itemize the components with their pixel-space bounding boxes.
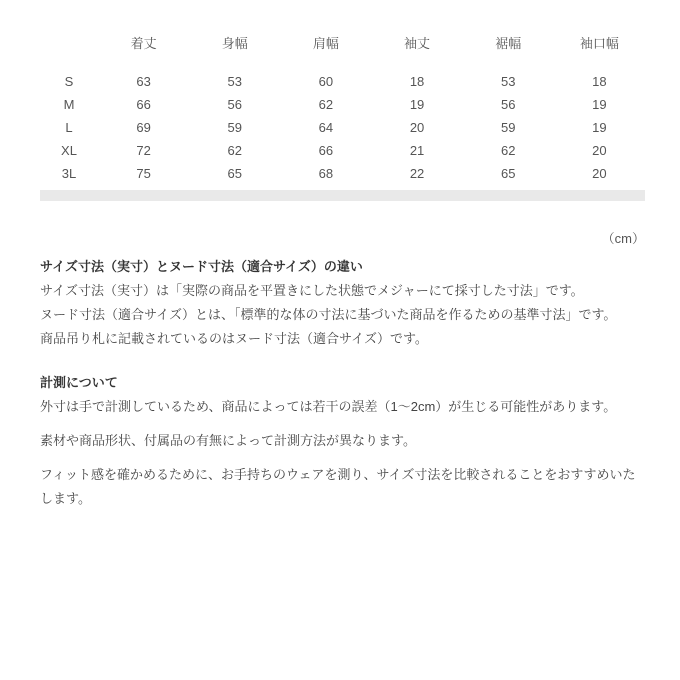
measurement-cell: 19 xyxy=(409,97,425,112)
table-row xyxy=(40,162,645,185)
size-info-line: ヌード寸法（適合サイズ）とは、「標準的な体の寸法に基づいた商品を作るための基準寸法」です。 xyxy=(40,307,617,322)
size-info-text xyxy=(40,255,645,511)
size-label-cell: S xyxy=(64,74,74,89)
measurement-cell: 63 xyxy=(136,74,151,89)
size-info-line: サイズ寸法（実寸）は「実際の商品を平置きにした状態でメジャーにて採寸した寸法」です。 xyxy=(40,283,584,298)
measurement-cell: 53 xyxy=(500,74,516,89)
measurement-cell: 56 xyxy=(500,97,516,112)
table-corner-cell xyxy=(40,28,98,70)
measurement-cell: 62 xyxy=(318,97,334,112)
measurement-cell: 72 xyxy=(136,143,151,158)
measurement-cell: 62 xyxy=(227,143,242,158)
measurement-cell: 62 xyxy=(500,143,516,158)
size-table-body xyxy=(40,70,645,185)
measurement-cell: 19 xyxy=(592,97,607,112)
measurement-cell: 66 xyxy=(318,143,334,158)
size-table xyxy=(40,28,645,185)
measurement-cell: 59 xyxy=(500,120,516,135)
column-header: 身幅 xyxy=(221,36,248,51)
size-label-cell: 3L xyxy=(61,166,77,181)
size-table-head xyxy=(40,28,645,70)
measurement-paragraph: フィット感を確かめるために、お手持ちのウェアを測り、サイズ寸法を比較されることをおすすめいたします。 xyxy=(40,467,636,506)
column-header: 肩幅 xyxy=(312,36,339,51)
measurement-cell: 18 xyxy=(592,74,607,89)
measurement-cell: 19 xyxy=(592,120,607,135)
measurement-cell: 56 xyxy=(227,97,242,112)
measurement-cell: 68 xyxy=(318,166,334,181)
measurement-cell: 22 xyxy=(409,166,425,181)
measurement-cell: 20 xyxy=(592,166,607,181)
size-label-cell: L xyxy=(65,120,73,135)
measurement-cell: 21 xyxy=(409,143,425,158)
measurement-cell: 75 xyxy=(136,166,151,181)
size-label-cell: XL xyxy=(61,143,77,158)
table-header-row xyxy=(40,28,645,70)
table-row xyxy=(40,139,645,162)
column-header: 着丈 xyxy=(130,36,157,51)
measurement-cell: 65 xyxy=(227,166,242,181)
column-header: 裾幅 xyxy=(495,36,522,51)
unit-note: （cm） xyxy=(601,231,645,246)
column-header: 袖丈 xyxy=(404,36,431,51)
size-info-line: 商品吊り札に記載されているのはヌード寸法（適合サイズ）です。 xyxy=(40,331,428,346)
measurement-cell: 20 xyxy=(592,143,607,158)
measurement-cell: 59 xyxy=(227,120,242,135)
measurement-cell: 65 xyxy=(500,166,516,181)
measurement-paragraph: 素材や商品形状、付属品の有無によって計測方法が異なります。 xyxy=(40,433,416,448)
measurement-paragraph: 外寸は手で計測しているため、商品によっては若干の誤差（1～2cm）が生じる可能性があります。 xyxy=(40,399,617,414)
measurement-cell: 69 xyxy=(136,120,151,135)
table-horizontal-scrollbar[interactable] xyxy=(40,190,645,201)
measurement-cell: 18 xyxy=(409,74,425,89)
measurement-cell: 64 xyxy=(318,120,334,135)
table-row xyxy=(40,116,645,139)
column-header: 袖口幅 xyxy=(579,36,619,51)
measurement-cell: 20 xyxy=(409,120,425,135)
size-label-cell: M xyxy=(63,97,75,112)
measurement-cell: 60 xyxy=(318,74,334,89)
measurement-cell: 66 xyxy=(136,97,151,112)
section-heading-size-difference: サイズ寸法（実寸）とヌード寸法（適合サイズ）の違い xyxy=(40,259,363,274)
table-row xyxy=(40,70,645,93)
section-heading-measurement: 計測について xyxy=(40,375,118,390)
table-row xyxy=(40,93,645,116)
measurement-cell: 53 xyxy=(227,74,242,89)
